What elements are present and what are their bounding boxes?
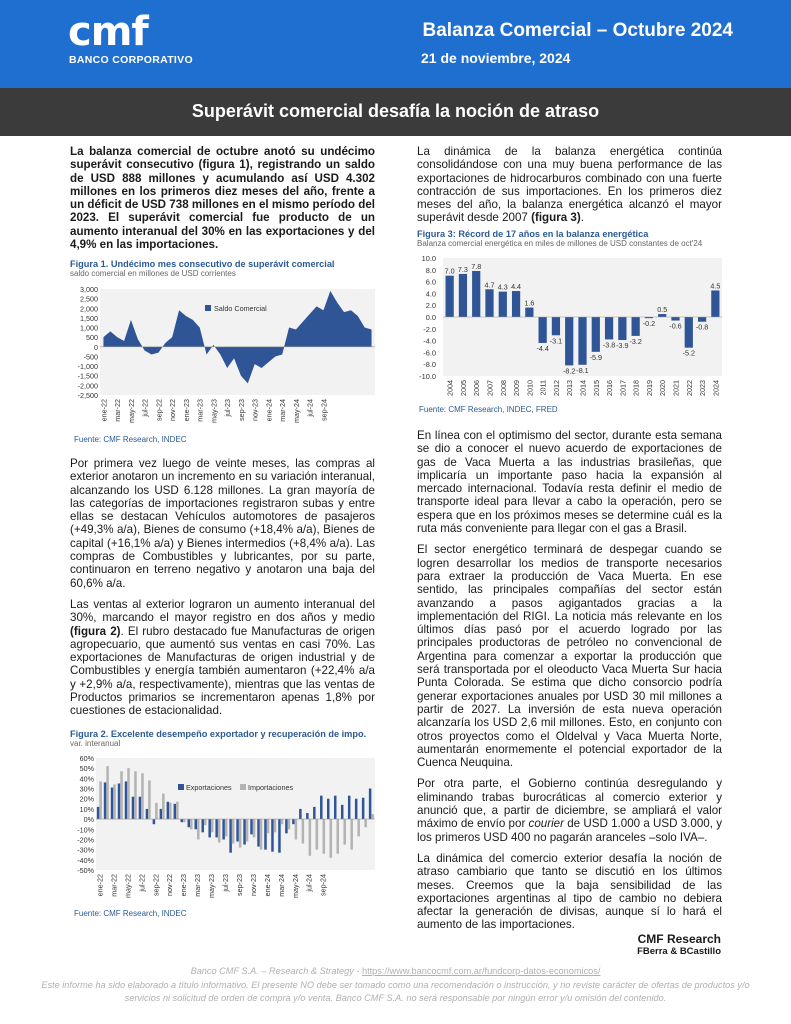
importaciones-bar: [350, 819, 353, 850]
x-tick-label: 2011: [538, 380, 548, 396]
importaciones-bar: [336, 819, 339, 854]
y-tick-label: 0.0: [425, 313, 436, 322]
y-tick-label: 40%: [79, 774, 94, 784]
data-label: -0.8: [695, 322, 709, 332]
x-tick-label: 2010: [525, 380, 535, 396]
y-tick-label: -2,000: [77, 381, 98, 391]
x-tick-label: mar-22: [113, 399, 123, 422]
exportaciones-bar: [320, 796, 323, 819]
figure-2-title: Figura 2. Excelente desempeño exportador y recuperación de impo.: [70, 729, 367, 739]
exportaciones-bar: [362, 798, 365, 819]
legend-label-exportaciones: Exportaciones: [186, 783, 232, 792]
importaciones-bar: [357, 819, 360, 836]
importaciones-bar: [330, 819, 333, 858]
energy-balance-bar: [618, 317, 626, 340]
x-tick-label: nov-22: [168, 399, 178, 421]
importaciones-bar: [183, 819, 186, 822]
importaciones-bar: [225, 819, 228, 836]
energy-balance-bar: [512, 291, 520, 317]
x-tick-label: 2014: [578, 380, 588, 396]
x-tick-label: 2023: [698, 380, 708, 396]
x-tick-label: sep-22: [151, 874, 161, 896]
importaciones-bar: [204, 819, 207, 825]
exportaciones-bar: [271, 819, 274, 852]
importaciones-bar: [267, 819, 270, 833]
y-tick-label: 6.0: [425, 277, 436, 287]
energy-balance-bar: [472, 271, 480, 317]
energy-balance-bar: [578, 317, 586, 365]
x-tick-label: 2017: [618, 380, 628, 396]
exportaciones-bar: [118, 783, 121, 819]
importaciones-bar: [141, 773, 144, 819]
importaciones-bar: [323, 819, 326, 854]
exportaciones-bar: [243, 819, 246, 844]
x-tick-label: jul-24: [304, 874, 314, 892]
energy-balance-bar: [711, 290, 719, 317]
y-tick-label: -8.0: [423, 360, 436, 370]
footer-line-1: [40, 965, 751, 979]
logo-subtitle: BANCO CORPORATIVO: [69, 54, 193, 66]
data-label: -0.2: [642, 319, 656, 329]
figure-1: [70, 259, 380, 449]
x-tick-label: ene-24: [262, 874, 272, 897]
exportaciones-bar: [208, 819, 211, 837]
y-tick-label: 30%: [79, 784, 94, 794]
data-label: 4.5: [710, 281, 721, 291]
exportaciones-bar: [299, 809, 302, 819]
energy-balance-bar: [485, 289, 493, 317]
energy-balance-bar: [658, 314, 666, 317]
y-tick-label: -30%: [77, 845, 94, 855]
y-tick-label: 2.0: [425, 301, 436, 311]
exportaciones-bar: [334, 796, 337, 819]
importaciones-bar: [134, 771, 137, 819]
figure-3-title: Figura 3: Récord de 17 años en la balanza energética: [417, 229, 649, 239]
data-label: -4.4: [536, 343, 549, 353]
x-tick-label: jul-22: [137, 874, 147, 892]
x-tick-label: 2018: [631, 380, 641, 396]
x-tick-label: jul-23: [223, 399, 233, 417]
legend-label: Saldo Comercial: [214, 304, 267, 313]
importaciones-bar: [197, 819, 200, 839]
deregulation-text-a: Por otra parte, el Gobierno continúa desregulando y eliminando trabas burocráticas al comercio exterior y anunció que, a partir de diciembre, se ampliará el valor máximo de envío por: [417, 777, 722, 831]
x-tick-label: 2005: [458, 380, 468, 396]
importaciones-bar: [190, 819, 193, 829]
y-tick-label: -10.0: [419, 372, 436, 381]
exportaciones-bar: [167, 802, 170, 819]
y-tick-label: 2,500: [80, 294, 98, 304]
figure-3-source: Fuente: CMF Research, INDEC, FRED: [419, 405, 558, 414]
left-column: [70, 145, 375, 259]
data-label: -8.2: [563, 366, 576, 376]
exportaciones-bar: [306, 813, 309, 819]
y-tick-label: -40%: [77, 855, 94, 865]
exportaciones-bar: [327, 799, 330, 819]
data-label: 0.5: [657, 305, 668, 315]
y-tick-label: -10%: [77, 825, 94, 835]
x-tick-label: may-24: [291, 399, 301, 423]
y-tick-label: 0%: [83, 815, 94, 825]
x-tick-label: may-24: [290, 874, 300, 898]
energy-text-b: .: [580, 211, 584, 225]
x-tick-label: 2019: [644, 380, 654, 396]
importaciones-bar: [260, 819, 263, 850]
x-tick-label: may-22: [126, 399, 136, 423]
importaciones-bar: [113, 784, 116, 819]
x-tick-label: may-22: [123, 874, 133, 898]
x-tick-label: 2009: [512, 380, 522, 396]
report-header: [0, 0, 791, 88]
exportaciones-bar: [250, 819, 253, 834]
figure-3-chart: [417, 252, 727, 412]
importaciones-bar: [169, 803, 172, 819]
report-title: Balanza Comercial – Octubre 2024: [422, 20, 733, 41]
exportaciones-bar: [285, 819, 288, 833]
x-tick-label: may-23: [207, 874, 217, 898]
x-tick-label: jul-22: [140, 399, 150, 417]
y-tick-label: -2,500: [77, 391, 98, 400]
importaciones-bar: [302, 819, 305, 843]
x-tick-label: ene-23: [181, 399, 191, 422]
importaciones-bar: [162, 794, 165, 819]
imports-paragraph: Por primera vez luego de veinte meses, las compras al exterior anotaron un incremento en su variación interanual, alcanzando los USD 6.128 millones. La gran mayoría de las categorías de importaciones registraron subas y entre ellas se destacan Vehículos automotores de pasajeros (+49,3% a/a), Bienes de consumo (+18,4% a/a), Bienes de capital (+16,1% a/a) y Bienes intermedios (+8,4% a/a). Las compras de Combustibles y lubricantes, por su parte, continuaron en terreno negativo y anotaron una baja del 60,6% a/a.: [70, 457, 375, 590]
exportaciones-bar: [313, 807, 316, 819]
signature: [637, 932, 721, 957]
energy-paragraph: [417, 145, 722, 225]
importaciones-bar: [211, 819, 214, 832]
exportaciones-bar: [229, 819, 232, 853]
exportaciones-bar: [97, 807, 100, 819]
energy-text-a: La dinámica de la balanza energética continúa consolidándose con una muy buena performance de las exportaciones de hidrocarburos combinado con una fuerte contracción de sus importaciones. En los primeros diez meses del año, la balanza energética alcanzó el mayor superávit desde 2007: [417, 145, 722, 225]
footer-org: Banco CMF S.A. – Research & Strategy -: [190, 966, 362, 976]
exportaciones-bar: [104, 782, 107, 819]
right-column: [417, 145, 722, 233]
importaciones-bar: [309, 819, 312, 856]
exportaciones-bar: [153, 819, 156, 824]
exportaciones-bar: [194, 819, 197, 829]
x-tick-label: 2020: [658, 380, 668, 396]
importaciones-bar: [176, 802, 179, 819]
x-tick-label: 2016: [605, 380, 615, 396]
figure-1-subtitle: saldo comercial en millones de USD corrientes: [70, 269, 236, 278]
data-label: 7.8: [471, 261, 482, 271]
x-tick-label: mar-23: [195, 399, 205, 422]
y-tick-label: 50%: [79, 764, 94, 774]
x-tick-label: nov-23: [248, 874, 258, 896]
x-tick-label: nov-23: [250, 399, 260, 421]
data-label: -0.6: [669, 321, 682, 331]
y-tick-label: 2,000: [80, 304, 98, 314]
exportaciones-bar: [215, 819, 218, 837]
exportaciones-bar: [236, 819, 239, 841]
x-tick-label: sep-24: [319, 399, 329, 421]
energy-balance-bar: [605, 317, 613, 339]
x-tick-label: ene-24: [264, 399, 274, 422]
importaciones-bar: [364, 819, 367, 827]
y-tick-label: -6.0: [423, 348, 436, 358]
exportaciones-bar: [125, 781, 128, 819]
y-tick-label: 0: [94, 342, 98, 352]
y-tick-label: -20%: [77, 835, 94, 845]
y-tick-label: 10%: [79, 804, 94, 814]
x-tick-label: 2024: [711, 380, 721, 396]
exportaciones-bar: [348, 796, 351, 819]
x-tick-label: 2004: [445, 380, 455, 396]
x-tick-label: mar-24: [276, 874, 286, 897]
figure-2-ref: (figura 2): [70, 624, 121, 638]
exportaciones-bar: [222, 819, 225, 839]
exportaciones-bar: [369, 789, 372, 820]
energy-sector-paragraph: El sector energético terminará de despegar cuando se logren desarrollar los medios de transporte necesarios para extraer la producción de Vaca Muerta. En ese sentido, las principales compañías del sector están avanzando a pasos agigantados gracias a la implementación del RIGI. La noticia más relevante en los últimos días pasó por el acuerdo logrado por las principales productoras de petróleo no convencional de Argentina para comenzar a exportar la producción que será transportada por el oleoducto Vaca Muerta Sur hacia Punta Colorada. Se estima que dicho consorcio podría generar exportaciones anuales por USD 30 mil millones a partir de 2027. La inversión de esta nueva operación alcanzaría los USD 2,6 mil millones. Esto, en conjunto con otros proyectos como el Oldelval y Vaca Muerta Norte, aumentarán enormemente el potencial exportador de la Cuenca Neuquina.: [417, 543, 722, 770]
signature-authors: FBerra & BCastillo: [637, 946, 721, 957]
exports-paragraph: [70, 598, 375, 718]
y-tick-label: -500: [83, 352, 98, 362]
x-tick-label: nov-22: [165, 874, 175, 896]
x-tick-label: sep-24: [318, 874, 328, 896]
figure-3: [417, 229, 727, 419]
x-tick-label: 2021: [671, 380, 681, 396]
exportaciones-bar: [111, 788, 114, 820]
energy-balance-bar: [525, 308, 533, 317]
exportaciones-bar: [160, 809, 163, 819]
figure-3-ref: (figura 3): [531, 211, 581, 225]
data-label: -8.1: [576, 365, 589, 375]
y-tick-label: 3,000: [80, 285, 98, 294]
data-label: 7.3: [457, 264, 468, 274]
report-date: 21 de noviembre, 2024: [421, 50, 571, 66]
importaciones-bar: [253, 819, 256, 837]
y-tick-label: 4.0: [425, 289, 436, 299]
y-tick-label: 60%: [79, 754, 94, 763]
importaciones-bar: [155, 803, 158, 819]
energy-balance-bar: [446, 276, 454, 317]
energy-balance-bar: [698, 317, 706, 322]
energy-balance-bar: [552, 317, 560, 335]
cmf-logo: cmf: [68, 9, 148, 55]
importaciones-bar: [99, 781, 102, 819]
exports-text-b: . El rubro destacado fue Manufacturas de origen agropecuario, que aumentó sus ventas en casi 70%. Las exportaciones de Manufacturas de origen industrial y de Combustibles y energía también aumentaron (+22,4% a/a y +2,9% a/a, respectivamente), mientras que las ventas de Productos primarios se incrementaron apenas 1,8% por cuestiones de estacionalidad.: [70, 624, 375, 718]
importaciones-bar: [316, 819, 319, 850]
exportaciones-bar: [188, 819, 191, 827]
energy-balance-bar: [671, 317, 679, 321]
importaciones-bar: [148, 780, 151, 819]
vaca-muerta-gas-paragraph: En línea con el optimismo del sector, durante esta semana se dio a conocer el nuevo acuerdo de exportaciones de gas de Vaca Muerta a las industrias brasileñas, que implicaría un importante paso hacia la expansión al mercado internacional. Todavía resta definir el medio de transporte ideal para llevar a cabo la operación, pero se espera que en los próximos meses se determine cuál es la ruta más conveniente para llegar con el gas a Brasil.: [417, 429, 722, 536]
plot-background: [96, 758, 375, 870]
importaciones-bar: [288, 819, 291, 829]
energy-balance-bar: [539, 317, 547, 343]
data-label: 7.0: [444, 266, 455, 276]
y-tick-label: -1,000: [77, 362, 98, 372]
figure-2-source: Fuente: CMF Research, INDEC: [74, 909, 187, 918]
deregulation-text-b: de USD 1.000 a USD 3.000, y los primeros USD 400 no pagarán aranceles –solo IVA–.: [417, 817, 722, 844]
legend-swatch: [205, 305, 211, 311]
importaciones-bar: [106, 766, 109, 819]
x-tick-label: mar-22: [109, 874, 119, 897]
y-tick-label: 1,500: [80, 313, 98, 323]
data-label: 4.3: [497, 282, 508, 292]
y-tick-label: -50%: [77, 866, 94, 875]
legend-swatch-importaciones: [240, 784, 246, 790]
exportaciones-bar: [201, 819, 204, 832]
x-tick-label: 2022: [684, 380, 694, 396]
exports-text-a: Las ventas al exterior lograron un aumento interanual del 30%, marcando el mayor registro en dos años y medio: [70, 597, 375, 625]
figure-2: [70, 729, 380, 924]
importaciones-bar: [343, 819, 346, 844]
data-label: -3.2: [629, 336, 642, 346]
figure-1-title: Figura 1. Undécimo mes consecutivo de superávit comercial: [70, 259, 335, 269]
energy-balance-bar: [459, 274, 467, 317]
data-label: -3.9: [616, 341, 629, 351]
energy-balance-bar: [592, 317, 600, 352]
data-label: -3.1: [549, 336, 563, 346]
figure-2-subtitle: var. interanual: [70, 739, 121, 748]
headline-banner: [0, 88, 791, 136]
x-tick-label: 2006: [472, 380, 482, 396]
energy-balance-bar: [499, 292, 507, 317]
conclusion-paragraph: La dinámica del comercio exterior desafía la noción de atraso cambiario que tanto se discutió en los últimos meses. Creemos que la baja sensibilidad de las exportaciones argentinas al tipo de cambio no debiera afectar la generación de divisas, aunque sí lo hará el aumento de las importaciones.: [417, 851, 722, 932]
x-tick-label: 2008: [498, 380, 508, 396]
figure-3-subtitle: Balanza comercial energética en miles de millones de USD constantes de oct'24: [417, 239, 703, 248]
left-column-body: [70, 457, 375, 726]
energy-balance-bar: [632, 317, 640, 336]
exportaciones-bar: [132, 797, 135, 819]
figure-1-source: Fuente: CMF Research, INDEC: [74, 435, 187, 444]
figure-2-chart: [70, 753, 380, 911]
y-tick-label: -4.0: [423, 336, 436, 346]
exportaciones-bar: [181, 819, 184, 822]
x-tick-label: 2015: [591, 380, 601, 396]
signature-name: CMF Research: [637, 932, 721, 946]
y-tick-label: 500: [86, 333, 98, 343]
footer-disclaimer: [40, 965, 751, 1006]
importaciones-bar: [127, 768, 130, 819]
importaciones-bar: [281, 819, 284, 824]
importaciones-bar: [246, 819, 249, 841]
x-tick-label: ene-23: [179, 874, 189, 897]
y-tick-label: -1,500: [77, 371, 98, 381]
y-tick-label: 10.0: [421, 254, 436, 263]
courier-word: courier: [528, 817, 564, 831]
importaciones-bar: [232, 819, 235, 843]
importaciones-bar: [120, 771, 123, 819]
y-tick-label: -2.0: [423, 324, 436, 334]
energy-balance-bar: [685, 317, 693, 348]
figure-1-chart: [70, 283, 380, 435]
data-label: 4.4: [511, 282, 522, 292]
data-label: 1.6: [524, 298, 535, 308]
exportaciones-bar: [341, 805, 344, 819]
headline: Superávit comercial desafía la noción de atraso: [191, 101, 600, 121]
x-tick-label: ene-22: [95, 874, 105, 897]
exportaciones-bar: [139, 797, 142, 819]
legend-label-importaciones: Importaciones: [248, 783, 294, 792]
exportaciones-bar: [278, 819, 281, 853]
legend-swatch-exportaciones: [178, 784, 184, 790]
data-label: -5.9: [589, 352, 602, 362]
intro-paragraph: La balanza comercial de octubre anotó su undécimo superávit consecutivo (figura 1), registrando un saldo de USD 888 millones y acumulando así USD 4.302 millones en los primeros diez meses del año, frente a un déficit de USD 738 millones en el mismo período del 2023. El superávit comercial fue producto de un aumento interanual del 30% en las exportaciones y del 4,9% en las importaciones.: [70, 145, 375, 252]
data-label: 4.7: [484, 280, 495, 290]
importaciones-bar: [295, 819, 298, 839]
x-tick-label: may-23: [209, 399, 219, 423]
exportaciones-bar: [174, 804, 177, 819]
exportaciones-bar: [355, 799, 358, 819]
exportaciones-bar: [292, 819, 295, 824]
footer-line-2: Este informe ha sido elaborado a título informativo. El presente NO debe ser tomado como una recomendación o instrucción, y no reviste carácter de ofertas de productos y/o servicios ni solicitud de orden de compra y/o venta. Banco CMF S.A. no será responsable por ningún error y/u omisión del contenido.: [41, 979, 750, 1003]
importaciones-bar: [239, 819, 242, 848]
x-tick-label: ene-22: [99, 399, 109, 422]
x-tick-label: sep-22: [154, 399, 164, 421]
data-label: -5.2: [682, 348, 695, 358]
data-label: -3.8: [602, 340, 616, 350]
x-tick-label: 2012: [551, 380, 561, 396]
exportaciones-bar: [146, 809, 149, 819]
x-tick-label: mar-23: [193, 874, 203, 897]
y-tick-label: 8.0: [425, 265, 436, 275]
x-tick-label: sep-23: [236, 399, 246, 421]
x-tick-label: 2007: [485, 380, 495, 396]
y-tick-label: 20%: [79, 794, 94, 804]
x-tick-label: jul-23: [221, 874, 231, 892]
energy-balance-bar: [565, 317, 573, 365]
x-tick-label: 2013: [565, 380, 575, 396]
importaciones-bar: [274, 819, 277, 832]
deregulation-paragraph: [417, 777, 722, 843]
x-tick-label: sep-23: [234, 874, 244, 896]
right-column-body: [417, 429, 722, 940]
footer-link[interactable]: https://www.bancocmf.com.ar/fundcorp-datos-economicos/: [361, 966, 601, 976]
x-tick-label: jul-24: [305, 399, 315, 417]
importaciones-bar: [371, 814, 374, 819]
y-tick-label: 1,000: [80, 323, 98, 333]
exportaciones-bar: [257, 819, 260, 846]
importaciones-bar: [218, 819, 221, 842]
exportaciones-bar: [264, 819, 267, 850]
x-tick-label: mar-24: [278, 399, 288, 422]
